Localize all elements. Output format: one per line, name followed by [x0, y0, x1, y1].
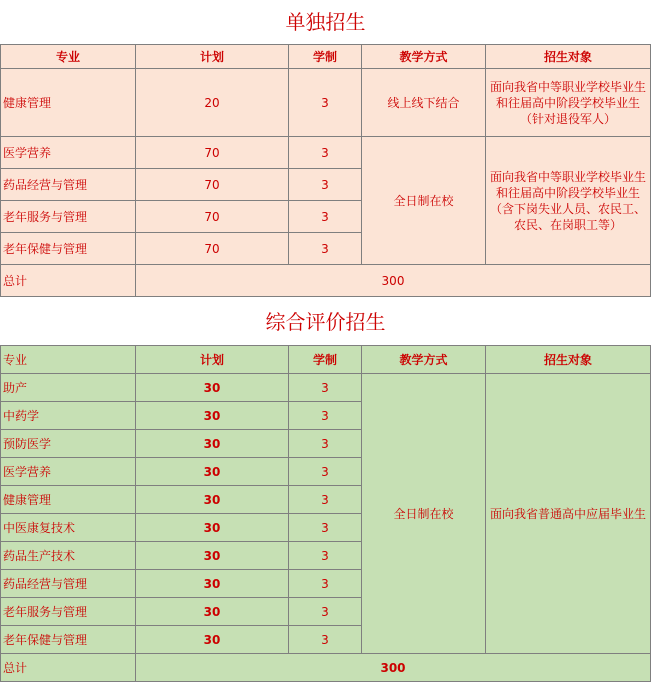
- major-cell: 中医康复技术: [1, 514, 136, 542]
- years-cell: 3: [289, 233, 362, 265]
- years-cell: 3: [289, 374, 362, 402]
- major-cell: 中药学: [1, 402, 136, 430]
- major-cell: 健康管理: [1, 486, 136, 514]
- plan-cell: 30: [136, 486, 289, 514]
- plan-cell: 30: [136, 514, 289, 542]
- table-row: [1, 374, 651, 402]
- header-audience: 招生对象: [486, 346, 651, 374]
- total-label: 总计: [1, 654, 136, 682]
- plan-cell: 30: [136, 458, 289, 486]
- audience-cell: 面向我省中等职业学校毕业生和往届高中阶段学校毕业生（针对退役军人）: [486, 69, 651, 137]
- major-cell: 老年保健与管理: [1, 233, 136, 265]
- major-cell: 预防医学: [1, 430, 136, 458]
- plan-cell: 30: [136, 430, 289, 458]
- header-major: 专业: [1, 346, 136, 374]
- header-plan: 计划: [136, 45, 289, 69]
- plan-cell: 70: [136, 169, 289, 201]
- header-audience: 招生对象: [486, 45, 651, 69]
- major-cell: 老年服务与管理: [1, 598, 136, 626]
- plan-cell: 20: [136, 69, 289, 137]
- years-cell: 3: [289, 626, 362, 654]
- years-cell: 3: [289, 402, 362, 430]
- section2-title: 综合评价招生: [265, 310, 386, 334]
- years-cell: 3: [289, 69, 362, 137]
- mode-group-cell: 全日制在校: [362, 137, 486, 265]
- table-header-row: [1, 346, 651, 374]
- years-cell: 3: [289, 598, 362, 626]
- header-mode: 教学方式: [362, 45, 486, 69]
- plan-cell: 70: [136, 233, 289, 265]
- years-cell: 3: [289, 169, 362, 201]
- independent-admission-table: [0, 44, 651, 297]
- audience-group-cell: 面向我省中等职业学校毕业生和往届高中阶段学校毕业生（含下岗失业人员、农民工、农民、在岗职工等）: [486, 137, 651, 265]
- total-value: 300: [136, 654, 651, 682]
- total-row: [1, 654, 651, 682]
- years-cell: 3: [289, 201, 362, 233]
- section1-title: 单独招生: [285, 10, 366, 34]
- audience-group-cell: 面向我省普通高中应届毕业生: [486, 374, 651, 654]
- header-years: 学制: [289, 346, 362, 374]
- header-years: 学制: [289, 45, 362, 69]
- major-cell: 医学营养: [1, 458, 136, 486]
- total-row: [1, 265, 651, 297]
- major-cell: 药品经营与管理: [1, 169, 136, 201]
- table-row: [1, 69, 651, 137]
- major-cell: 助产: [1, 374, 136, 402]
- major-cell: 医学营养: [1, 137, 136, 169]
- major-cell: 老年服务与管理: [1, 201, 136, 233]
- mode-cell: 线上线下结合: [362, 69, 486, 137]
- comprehensive-admission-table: [0, 345, 651, 682]
- header-mode: 教学方式: [362, 346, 486, 374]
- years-cell: 3: [289, 486, 362, 514]
- header-plan: 计划: [136, 346, 289, 374]
- major-cell: 药品经营与管理: [1, 570, 136, 598]
- years-cell: 3: [289, 458, 362, 486]
- header-major: 专业: [1, 45, 136, 69]
- plan-cell: 30: [136, 598, 289, 626]
- total-label: 总计: [1, 265, 136, 297]
- years-cell: 3: [289, 137, 362, 169]
- years-cell: 3: [289, 514, 362, 542]
- mode-group-cell: 全日制在校: [362, 374, 486, 654]
- plan-cell: 70: [136, 137, 289, 169]
- table-row: [1, 137, 651, 169]
- plan-cell: 30: [136, 402, 289, 430]
- years-cell: 3: [289, 542, 362, 570]
- plan-cell: 30: [136, 542, 289, 570]
- major-cell: 老年保健与管理: [1, 626, 136, 654]
- plan-cell: 30: [136, 374, 289, 402]
- years-cell: 3: [289, 430, 362, 458]
- table-header-row: [1, 45, 651, 69]
- major-cell: 健康管理: [1, 69, 136, 137]
- plan-cell: 30: [136, 626, 289, 654]
- major-cell: 药品生产技术: [1, 542, 136, 570]
- plan-cell: 30: [136, 570, 289, 598]
- plan-cell: 70: [136, 201, 289, 233]
- years-cell: 3: [289, 570, 362, 598]
- total-value: 300: [136, 265, 651, 297]
